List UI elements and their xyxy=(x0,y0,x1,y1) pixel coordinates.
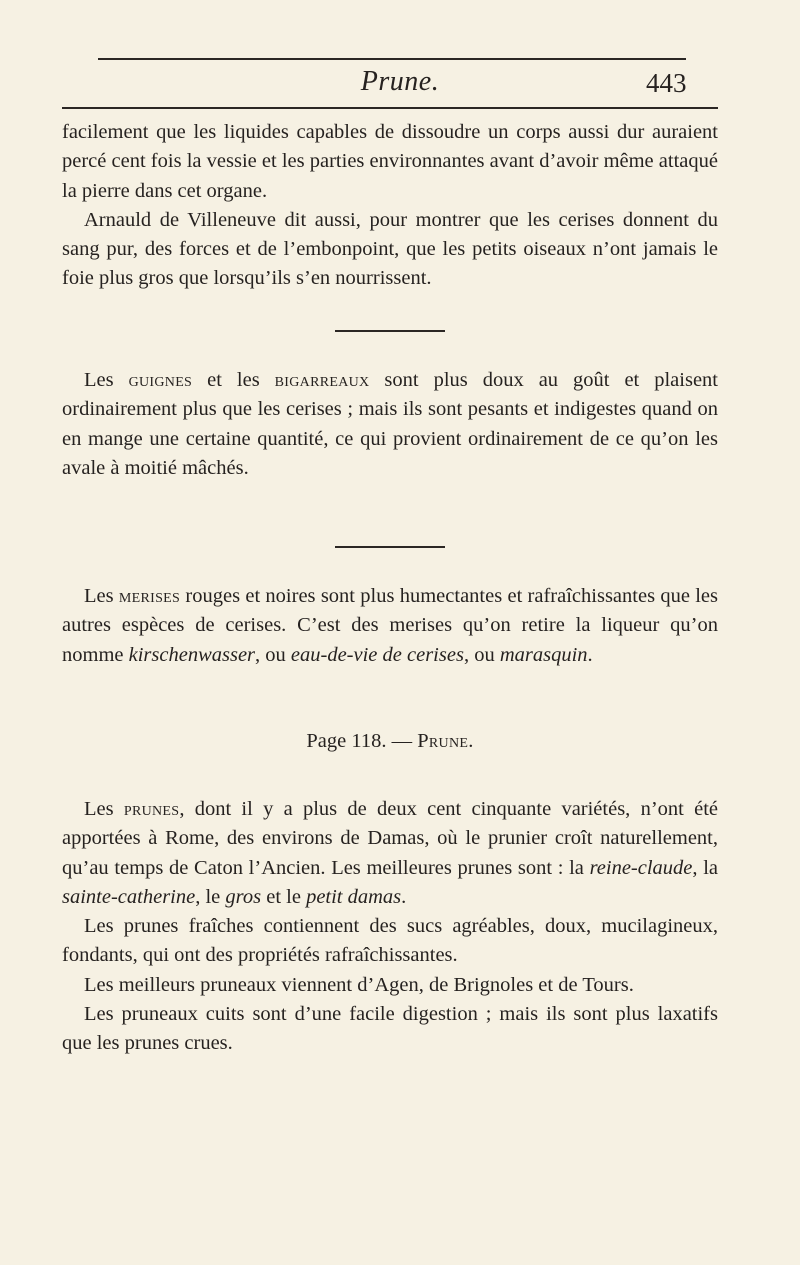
term-merises: merises xyxy=(118,585,181,607)
term-bigarreaux: bigarreaux xyxy=(274,369,370,391)
paragraph-pruneaux-agen: Les meilleurs pruneaux viennent d’Agen, de Brignoles et de Tours. xyxy=(84,973,634,996)
section-heading-line: Page 118. — Prune. xyxy=(306,730,474,752)
term-prunes: prunes xyxy=(123,798,180,820)
paragraph-continuation: facilement que les liquides capables de dissoudre un corps aussi dur auraient percé cent fois la vessie et les parties environnantes avant d’avoir même attaqué la pierre dans cet organe. xyxy=(62,121,718,202)
term-marasquin: marasquin xyxy=(499,643,588,666)
header-top-rule xyxy=(98,58,686,60)
paragraph-guignes: Les guignes et les bigarreaux sont plus doux au goût et plaisent ordinairement plus que les cerises ; mais ils sont pesants et indigestes quand on en mange une certaine quantité, ce qui provient ordinairement de ce qu’on les avale à moitié mâchés. xyxy=(62,369,718,479)
text-block-4 xyxy=(62,795,718,1059)
term-reine-claude: reine-claude xyxy=(589,856,693,879)
paragraph-prunes-fraiches: Les prunes fraîches contiennent des sucs agréables, doux, mucilagineux, fondants, qui ont des propriétés rafraîchissantes. xyxy=(62,915,718,967)
term-eau-de-vie: eau-de-vie de cerises xyxy=(290,643,464,666)
section-divider xyxy=(335,546,445,548)
paragraph-prunes: Les prunes, dont il y a plus de deux cent cinquante variétés, n’ont été apportées à Rome, des environs de Damas, où le prunier croît naturellement, qu’au temps de Caton l’Ancien. Les meilleures prunes sont : la reine-claude, la sainte-catherine, le gros et le petit damas. xyxy=(62,798,719,908)
term-guignes: guignes xyxy=(128,369,193,391)
section-divider xyxy=(335,330,445,332)
page-number: 443 xyxy=(646,68,687,98)
paragraph-pruneaux-cuits: Les pruneaux cuits sont d’une facile digestion ; mais ils sont plus laxatifs que les prunes crues. xyxy=(62,1003,718,1055)
text-block-3 xyxy=(62,582,718,670)
paragraph-arnauld: Arnauld de Villeneuve dit aussi, pour montrer que les cerises donnent du sang pur, des forces et de l’embonpoint, que les petits oiseaux n’ont jamais le foie plus gros que lorsqu’ils s’en nourrissent. xyxy=(62,208,718,290)
section-heading xyxy=(62,727,718,756)
term-sainte-catherine: sainte-catherine xyxy=(62,885,196,908)
text-block-2 xyxy=(62,366,718,483)
running-head-title: Prune. xyxy=(360,66,440,97)
section-heading-title: Prune. xyxy=(417,730,474,752)
paragraph-merises: Les merises rouges et noires sont plus humectantes et rafraîchissantes que les autres espèces de cerises. C’est des merises qu’on retire la liqueur qu’on nomme kirschenwasser, ou eau-de-vie de cerises, ou marasquin. xyxy=(62,585,718,666)
header-bottom-rule xyxy=(62,107,718,109)
text-block-1 xyxy=(62,118,718,294)
term-kirschenwasser: kirschenwasser xyxy=(128,643,256,666)
term-gros: gros xyxy=(225,885,262,908)
term-petit-damas: petit damas xyxy=(306,885,402,908)
